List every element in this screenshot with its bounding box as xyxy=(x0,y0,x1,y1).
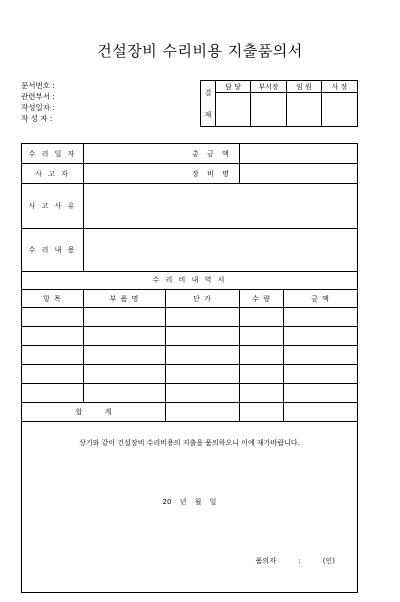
part-cell[interactable] xyxy=(84,308,166,327)
amount-cell[interactable] xyxy=(284,346,358,365)
statement-area xyxy=(22,422,358,593)
price-cell[interactable] xyxy=(166,327,240,346)
expense-form-table xyxy=(21,143,358,593)
statement-text: 상기와 같이 건설장비 수리비용의 지출을 품의하오니 이에 재가바랍니다. xyxy=(79,439,300,448)
item-cell[interactable] xyxy=(22,346,84,365)
date-line: 20 년 월 일 xyxy=(162,498,217,507)
amount-cell[interactable] xyxy=(284,327,358,346)
detail-row xyxy=(22,327,358,346)
approval-table xyxy=(200,80,358,127)
approval-sign-ceo[interactable] xyxy=(322,93,358,127)
repair-date-label: 수 리 일 자 xyxy=(22,144,84,164)
part-cell[interactable] xyxy=(84,327,166,346)
author-label: 작 성 자 : xyxy=(21,114,53,123)
amount-cell[interactable] xyxy=(284,308,358,327)
qty-cell[interactable] xyxy=(240,327,284,346)
total-amount-label: 총 금 액 xyxy=(192,150,232,158)
item-cell[interactable] xyxy=(22,384,84,403)
price-cell[interactable] xyxy=(166,365,240,384)
total-price-cell[interactable] xyxy=(166,403,240,422)
detail-row xyxy=(22,365,358,384)
repair-date-field[interactable] xyxy=(84,144,240,164)
equipment-name-field[interactable] xyxy=(240,164,358,184)
col-part-name: 부 품 명 xyxy=(84,290,166,308)
detail-row xyxy=(22,384,358,403)
accident-reason-field[interactable] xyxy=(84,184,358,229)
part-cell[interactable] xyxy=(84,384,166,403)
price-cell[interactable] xyxy=(166,308,240,327)
amount-cell[interactable] xyxy=(284,384,358,403)
approval-sign-manager[interactable] xyxy=(251,93,287,127)
qty-cell[interactable] xyxy=(240,365,284,384)
approval-side-label: 결 재 xyxy=(201,81,216,127)
related-dept-label: 관련부서 : xyxy=(21,92,55,101)
item-cell[interactable] xyxy=(22,365,84,384)
item-cell[interactable] xyxy=(22,308,84,327)
qty-cell[interactable] xyxy=(240,346,284,365)
price-cell[interactable] xyxy=(166,384,240,403)
approval-sign-executive[interactable] xyxy=(287,93,322,127)
total-amount-cell[interactable] xyxy=(284,403,358,422)
approval-header-manager: 부서장 xyxy=(251,81,287,93)
equipment-name-label: 장 비 명 xyxy=(192,170,232,179)
approval-header-executive: 임 원 xyxy=(287,81,322,93)
part-cell[interactable] xyxy=(84,346,166,365)
repair-content-label: 수 리 내 용 xyxy=(22,229,84,271)
detail-row xyxy=(22,346,358,365)
repair-content-field[interactable] xyxy=(84,229,358,271)
date-label: 작성일자 : xyxy=(21,103,55,112)
part-cell[interactable] xyxy=(84,365,166,384)
amount-cell[interactable] xyxy=(284,365,358,384)
accident-reason-label: 사 고 사 유 xyxy=(22,184,84,229)
document-title: 건설장비 수리비용 지출품의서 xyxy=(97,42,303,60)
meta-block xyxy=(21,80,55,124)
doc-number-label: 문서번호 : xyxy=(21,81,55,90)
total-label: 합 계 xyxy=(22,403,166,422)
col-amount: 금 액 xyxy=(284,290,358,308)
total-qty-cell[interactable] xyxy=(240,403,284,422)
col-quantity: 수 량 xyxy=(240,290,284,308)
repair-detail-header: 수 리 비 내 역 서 xyxy=(22,271,358,290)
col-unit-price: 단 가 xyxy=(166,290,240,308)
accident-person-field[interactable] xyxy=(84,164,240,184)
proposer-line: 품의자 : (인) xyxy=(255,557,335,566)
approval-sign-staff[interactable] xyxy=(216,93,251,127)
col-item: 항 목 xyxy=(22,290,84,308)
accident-person-label: 사 고 자 xyxy=(22,164,84,184)
qty-cell[interactable] xyxy=(240,384,284,403)
approval-header-ceo: 사 장 xyxy=(322,81,358,93)
price-cell[interactable] xyxy=(166,346,240,365)
qty-cell[interactable] xyxy=(240,308,284,327)
detail-row xyxy=(22,308,358,327)
approval-header-staff: 담 당 xyxy=(216,81,251,93)
item-cell[interactable] xyxy=(22,327,84,346)
total-amount-field[interactable] xyxy=(240,144,358,164)
